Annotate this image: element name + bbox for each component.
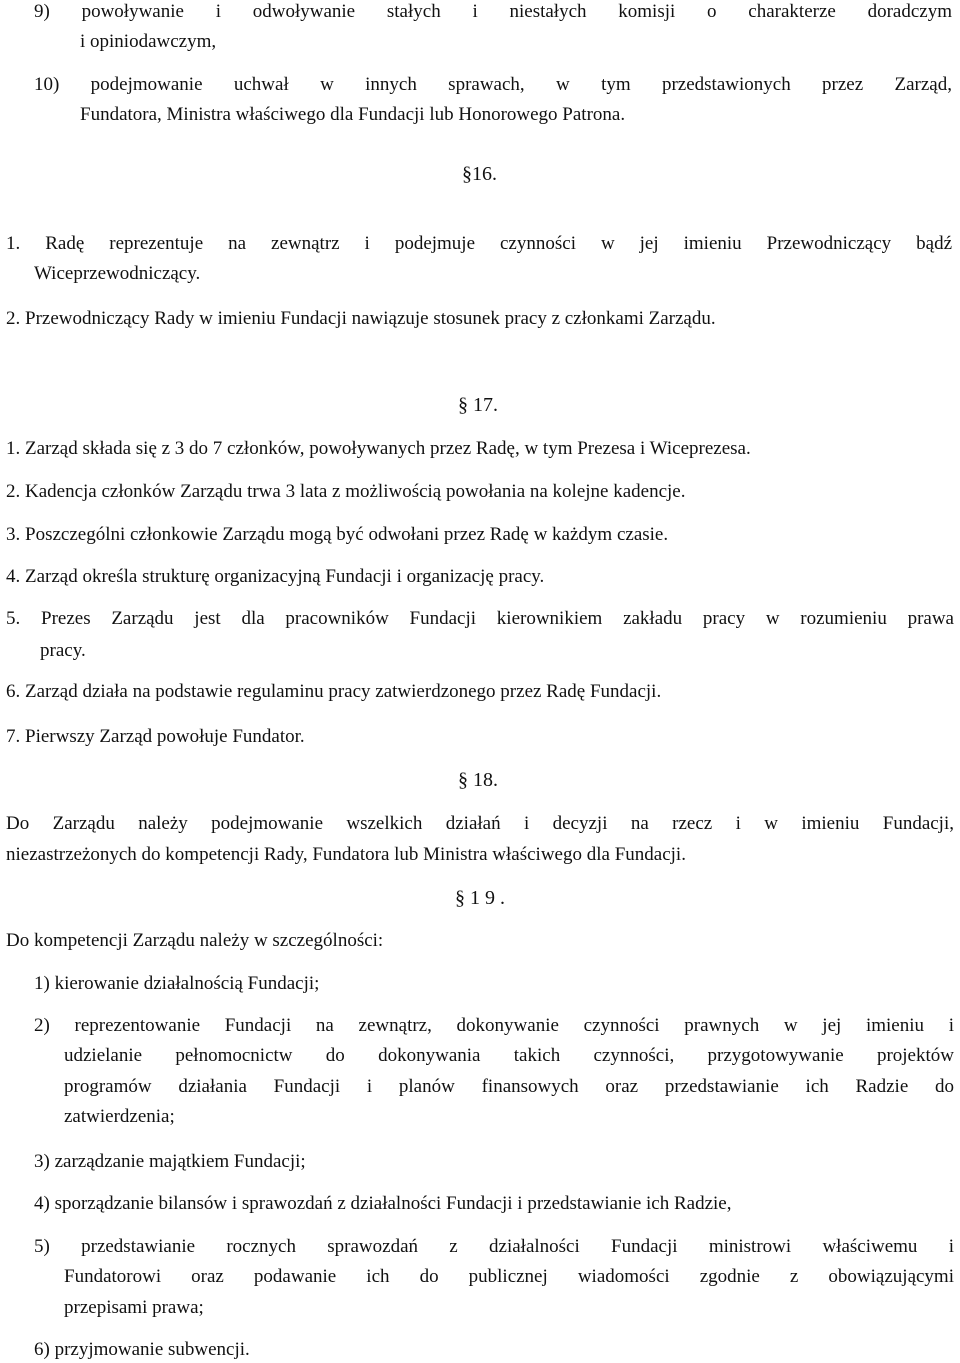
section-19-heading: § 1 9 . — [455, 887, 505, 909]
section-16-para-2: 2. Przewodniczący Rady w imieniu Fundacji nawiązuje stosunek pracy z członkami Zarządu. — [6, 308, 716, 329]
section-17-para-5-line-1: 5. Prezes Zarządu jest dla pracowników Fundacji kierownikiem zakładu pracy w rozumieniu prawa — [6, 608, 954, 629]
section-19-item-2-line-3: programów działania Fundacji i planów finansowych oraz przedstawianie ich Radzie do — [64, 1076, 954, 1097]
section-19-intro: Do kompetencji Zarządu należy w szczególności: — [6, 930, 384, 951]
section-19-item-4: 4) sporządzanie bilansów i sprawozdań z działalności Fundacji i przedstawianie ich Radzie, — [34, 1193, 732, 1214]
section-17-para-7: 7. Pierwszy Zarząd powołuje Fundator. — [6, 726, 305, 747]
section-17-heading: § 17. — [458, 394, 498, 416]
item-10-line-1: 10) podejmowanie uchwał w innych sprawach, w tym przedstawionych przez Zarząd, — [34, 74, 952, 95]
section-16-heading: §16. — [462, 163, 497, 185]
section-19-item-5-line-3: przepisami prawa; — [64, 1297, 204, 1318]
section-17-para-6: 6. Zarząd działa na podstawie regulaminu pracy zatwierdzonego przez Radę Fundacji. — [6, 681, 662, 702]
section-19-item-5-line-2: Fundatorowi oraz podawanie ich do publicznej wiadomości zgodnie z obowiązującymi — [64, 1266, 954, 1287]
section-19-item-6: 6) przyjmowanie subwencji. — [34, 1339, 250, 1360]
section-17-para-4: 4. Zarząd określa strukturę organizacyjną Fundacji i organizację pracy. — [6, 566, 545, 587]
item-9-line-1: 9) powoływanie i odwoływanie stałych i niestałych komisji o charakterze doradczym — [34, 1, 952, 22]
section-18-line-1: Do Zarządu należy podejmowanie wszelkich działań i decyzji na rzecz i w imieniu Fundacji, — [6, 813, 954, 834]
item-10-line-2: Fundatora, Ministra właściwego dla Fundacji lub Honorowego Patrona. — [80, 104, 626, 125]
section-19-item-3: 3) zarządzanie majątkiem Fundacji; — [34, 1151, 306, 1172]
section-17-para-5-line-2: pracy. — [40, 640, 86, 661]
section-19-item-1: 1) kierowanie działalnością Fundacji; — [34, 973, 320, 994]
section-19-item-5-line-1: 5) przedstawianie rocznych sprawozdań z działalności Fundacji ministrowi właściwemu i — [34, 1236, 954, 1257]
section-19-item-2-line-2: udzielanie pełnomocnictw do dokonywania takich czynności, przygotowywanie projektów — [64, 1045, 954, 1066]
section-16-para-1-line-1: 1. Radę reprezentuje na zewnątrz i podejmuje czynności w jej imieniu Przewodniczący bądź — [6, 233, 952, 254]
section-16-para-1-line-2: Wiceprzewodniczący. — [34, 263, 201, 284]
section-19-item-2-line-1: 2) reprezentowanie Fundacji na zewnątrz, dokonywanie czynności prawnych w jej imieniu i — [34, 1015, 954, 1036]
section-18-line-2: niezastrzeżonych do kompetencji Rady, Fundatora lub Ministra właściwego dla Fundacji. — [6, 844, 686, 865]
item-9-line-2: i opiniodawczym, — [80, 31, 217, 52]
section-17-para-1: 1. Zarząd składa się z 3 do 7 członków, powoływanych przez Radę, w tym Prezesa i Wiceprezesa. — [6, 438, 751, 459]
section-17-para-3: 3. Poszczególni członkowie Zarządu mogą być odwołani przez Radę w każdym czasie. — [6, 524, 669, 545]
section-18-heading: § 18. — [458, 769, 498, 791]
section-19-item-2-line-4: zatwierdzenia; — [64, 1106, 175, 1127]
section-17-para-2: 2. Kadencja członków Zarządu trwa 3 lata z możliwością powołania na kolejne kadencje. — [6, 481, 686, 502]
